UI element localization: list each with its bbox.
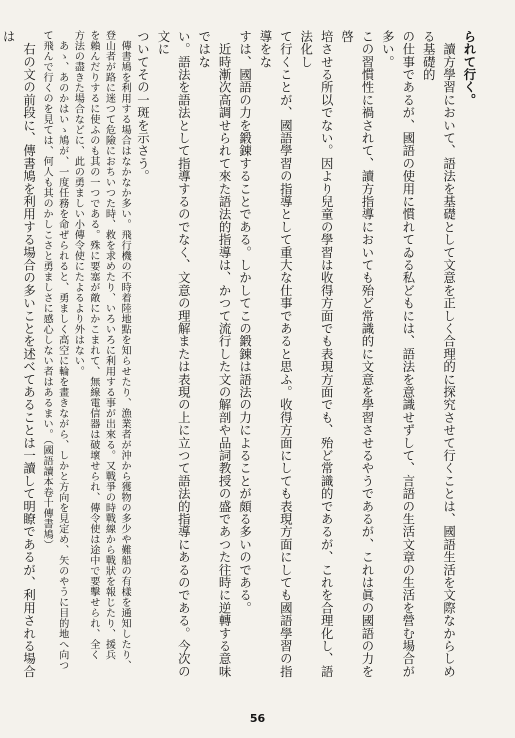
- text-line: この習慣性に禍されて、讀方指導においても殆ど常識的に文意を學習させるやうであるが、これは眞の國語の力を啓: [339, 30, 375, 678]
- page-number: 56: [249, 712, 266, 725]
- text-line: 讀方學習において、語法を基礎として文意を正しく合理的に探究させて行くことは、國語生活を文際なからしめる基礎的: [421, 30, 457, 678]
- text-line: すは、國語の力を鍛錬することである。しかしてこの鍛錬は語法の力によることが頗る多いのである。: [237, 30, 253, 615]
- text-line: て行くことが、國語學習の指導として重大な仕事であると思ふ。收得方面にしても表現方面にしても國語學習の指導をな: [257, 30, 294, 678]
- text-line: 培させる所以でない。因より兒童の學習は收得方面でも表現方面でも、殆ど常識的であるが、これを合理化し、語法化し: [298, 30, 335, 678]
- text-line: られて行く。: [462, 30, 477, 107]
- text-line: い。語法を語法として指導するのでなく、文意の理解または表現の上に立つて語法的指導にあるのである。今次の文に: [155, 30, 192, 678]
- text-line: 方法の盡きた場合などに、此の勇ましい小傳令使にたよるより外はない。: [72, 30, 84, 377]
- text-line: 登山者が路に迷つて危險におちいつた時、救を求めたり、いろいろに利用する事が出來る。又戰爭の時戰線から戰狀を報じたり、援兵: [103, 30, 115, 660]
- text-line: の仕事であるが、國語の使用に慣れてゐる私どもには、語法を意識せずして、言語の生活文章の生活を營む場合が多い。: [380, 30, 416, 678]
- text-line: ついてその一斑を示さう。: [135, 30, 151, 183]
- text-line: 近時漸次高調せられて來た語法的指導は、かつて流行した文の解剖や品詞教授の盛であつた往時に逆轉する意味ではな: [196, 30, 233, 678]
- text-line: を賴んだりするに使ふのも其の一つである。殊に要塞が敵にかこまれて、無線電信器は破壞せられ、傳令使は途中で要擊せられ、全く: [87, 30, 99, 660]
- text-line: 右の文の前段に、傳書鳩を利用する場合の多いことを述べてあることは一讀して明瞭であるが、利用される場合は: [1, 30, 37, 678]
- vertical-text-block: [1, 30, 479, 680]
- text-line: て飛んで行くのを見ては、何人も其のかしこさと勇ましさに感心しない者はあるまい。（國語讀本卷十傳書鳩）: [41, 30, 53, 550]
- text-line: 傳書鳩を利用する場合はなかなか多い。飛行機の不時着陸地點を知らせたり、漁業者が沖から獲物の多少や難船の有樣を通知したり、: [119, 30, 131, 671]
- text-line: あゝ、あのかはいゝ鳩が、一度任務を命ぜられると、勇ましく高空に輪を畫きながら、しかと方向を見定め、矢のやうに目的地へ向つ: [56, 30, 68, 671]
